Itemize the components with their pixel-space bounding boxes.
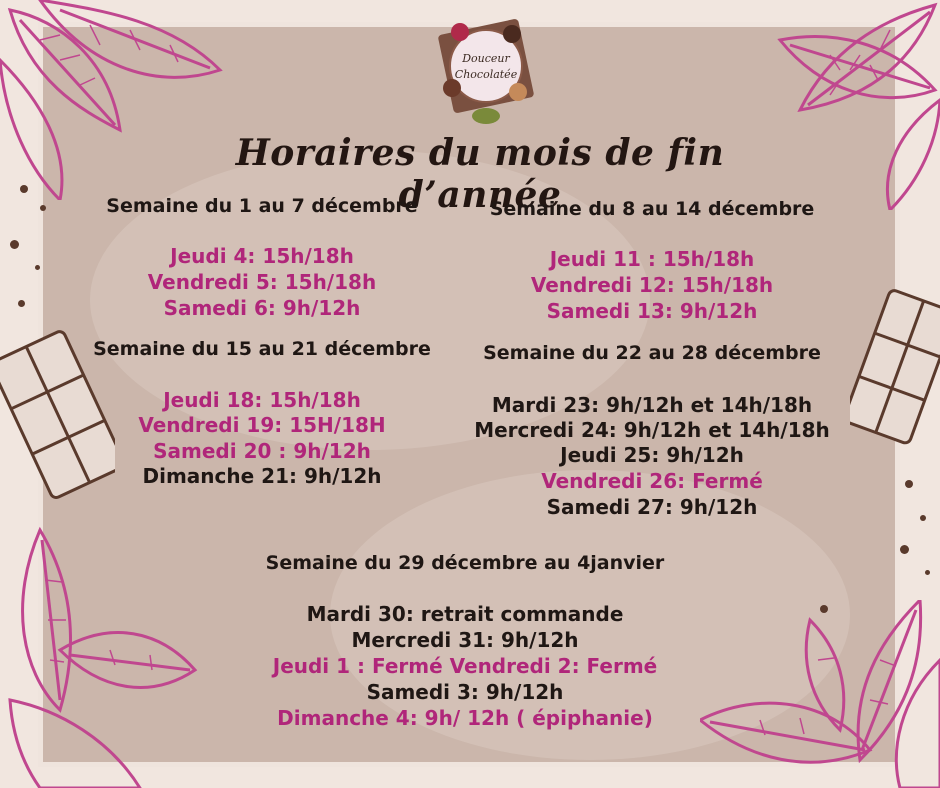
week-heading: Semaine du 22 au 28 décembre	[483, 342, 821, 364]
schedule-line: Vendredi 12: 15h/18h	[530, 273, 774, 297]
crumb	[18, 300, 25, 307]
schedule-line: Mardi 23: 9h/12h et 14h/18h	[491, 393, 813, 417]
crumb	[35, 265, 40, 270]
schedule-line: Jeudi 18: 15h/18h	[163, 388, 361, 412]
brand-logo	[430, 8, 542, 128]
cocoa-leaves-bottom-left-icon	[0, 520, 200, 788]
crumb	[820, 605, 828, 613]
schedule-line: Samedi 27: 9h/12h	[546, 495, 758, 519]
schedule-line: Mercredi 24: 9h/12h et 14h/18h	[474, 418, 830, 442]
week-heading: Semaine du 15 au 21 décembre	[93, 338, 431, 360]
crumb	[905, 480, 913, 488]
schedule-line: Samedi 6: 9h/12h	[163, 296, 361, 320]
week-heading: Semaine du 8 au 14 décembre	[489, 198, 815, 220]
crumb	[40, 205, 46, 211]
schedule-line: Jeudi 1 : Fermé Vendredi 2: Fermé	[272, 654, 658, 678]
schedule-line: Samedi 13: 9h/12h	[546, 299, 758, 323]
crumb	[10, 240, 19, 249]
schedule-line: Jeudi 4: 15h/18h	[170, 244, 354, 268]
week-heading: Semaine du 29 décembre au 4janvier	[265, 552, 665, 574]
schedule-line: Dimanche 21: 9h/12h	[142, 464, 382, 488]
chocolate-bar-right-icon	[850, 280, 940, 450]
crumb	[920, 515, 926, 521]
schedule-line: Samedi 3: 9h/12h	[366, 680, 564, 704]
brand-name-line2: Chocolatée	[454, 68, 518, 81]
schedule-line: Dimanche 4: 9h/ 12h ( épiphanie)	[277, 706, 653, 730]
schedule-line: Jeudi 25: 9h/12h	[560, 443, 744, 467]
schedule-line: Jeudi 11 : 15h/18h	[549, 247, 755, 271]
schedule-line: Vendredi 26: Fermé	[541, 469, 763, 493]
schedule-line: Mardi 30: retrait commande	[306, 602, 624, 626]
week-heading: Semaine du 1 au 7 décembre	[106, 195, 418, 217]
crumb	[900, 545, 909, 554]
schedule-line: Samedi 20 : 9h/12h	[153, 439, 371, 463]
page-title: Horaires du mois de fin d’année	[235, 132, 725, 216]
brand-name-line1: Douceur	[462, 52, 510, 65]
crumb	[20, 185, 28, 193]
schedule-line: Vendredi 5: 15h/18h	[147, 270, 377, 294]
schedule-line: Mercredi 31: 9h/12h	[351, 628, 579, 652]
crumb	[925, 570, 930, 575]
schedule-line: Vendredi 19: 15H/18H	[138, 413, 386, 437]
cocoa-leaves-bottom-right-icon	[700, 600, 940, 788]
